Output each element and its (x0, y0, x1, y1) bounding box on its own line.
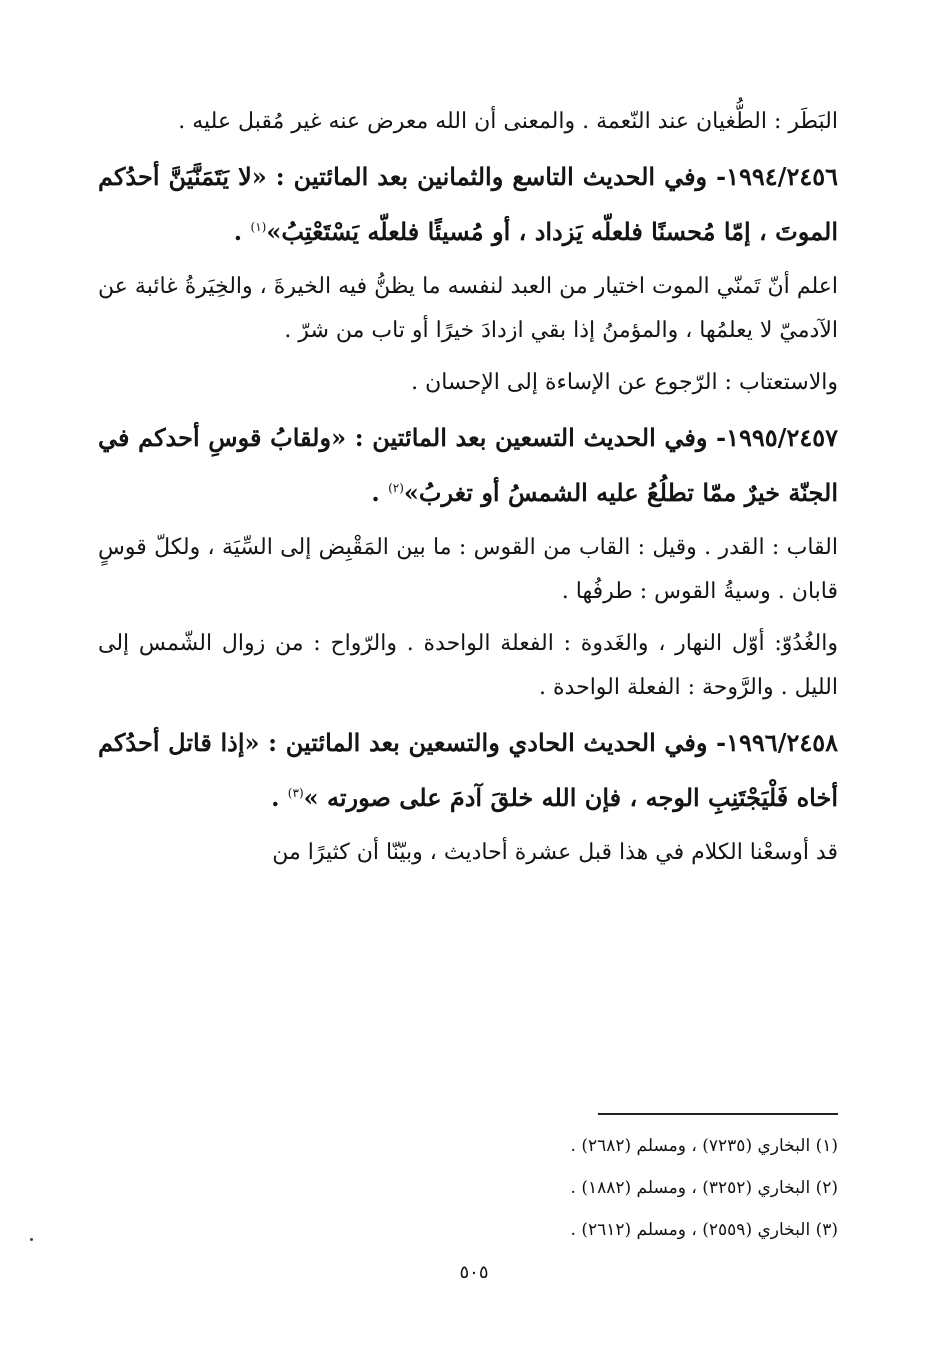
scan-speck (30, 1238, 33, 1241)
paragraph-qab (98, 526, 838, 614)
paragraph-commentary-death (98, 265, 838, 353)
paragraph-text: والغُدُوّ: أوّل النهار ، والغَدوة : الفعلة الواحدة . والرّواح : من زوال الشّمس إلى الليل . والرَّوحة : الفعلة الواحدة . (98, 631, 838, 700)
hadith-text: ١٩٩٦/٢٤٥٨- وفي الحديث الحادي والتسعين بعد المائتين : «إذا قاتل أحدُكم أخاه فَلْيَجْتَنِبِ الوجه ، فإن الله خلقَ آدمَ على صورته » (98, 728, 838, 812)
footnote-ref: (٢) (388, 481, 404, 495)
paragraph-text: والاستعتاب : الرّجوع عن الإساءة إلى الإحسان . (411, 370, 838, 395)
page-number: ٥٠٥ (459, 1262, 489, 1283)
footnote-ref: (٣) (287, 786, 304, 800)
paragraph-text: قد أوسعْنا الكلام في هذا قبل عشرة أحاديث ، وبيّنّا أن كثيرًا من (272, 840, 838, 865)
hadith-tail: . (233, 217, 251, 246)
footnote-1: (١) البخاري (٧٢٣٥) ، ومسلم (٢٦٨٢) . (570, 1136, 838, 1156)
paragraph-text: اعلم أنّ تَمنّي الموت اختيار من العبد لنفسه ما يظنُّ فيه الخيرةَ ، والخِيَرةُ غائبة عن الآدميّ لا يعلمُها ، والمؤمنُ إذا بقي ازدادَ خيرًا أو تاب من شرّ . (98, 274, 838, 343)
paragraph-text: البَطَر : الطُّغيان عند النّعمة . والمعنى أن الله معرض عنه غير مُقبل عليه . (178, 109, 838, 134)
footnote-ref: (١) (250, 220, 267, 234)
footnote-3: (٣) البخاري (٢٥٥٩) ، ومسلم (٢٦١٢) . (570, 1220, 838, 1240)
hadith-1994 (98, 152, 838, 257)
footnotes (98, 1125, 838, 1251)
paragraph-batar (98, 100, 838, 144)
main-text (98, 100, 838, 883)
hadith-text: ١٩٩٥/٢٤٥٧- وفي الحديث التسعين بعد المائتين : «ولقابُ قوسِ أحدكم في الجنّة خيرٌ ممّا تطلُعُ عليه الشمسُ أو تغربُ» (98, 423, 838, 507)
hadith-tail: . (271, 783, 288, 812)
footnote-2: (٢) البخاري (٣٢٥٢) ، ومسلم (١٨٨٢) . (570, 1178, 838, 1198)
paragraph-ghuduw (98, 622, 838, 710)
paragraph-continuation (98, 831, 838, 875)
paragraph-istitab (98, 361, 838, 405)
hadith-1995 (98, 413, 838, 518)
footnote-divider (598, 1113, 838, 1115)
paragraph-text: القاب : القدر . وقيل : القاب من القوس : ما بين المَقْبِض إلى السِّيَة ، ولكلّ قوسٍ قابان . وسيةُ القوس : طرفُها . (98, 535, 838, 604)
hadith-text: ١٩٩٤/٢٤٥٦- وفي الحديث التاسع والثمانين بعد المائتين : «لا يَتَمَنَّيَنَّ أحدُكم الموتَ ، إمّا مُحسنًا فلعلّه يَزداد ، أو مُسيئًا فلعلّه يَسْتَعْتِبُ» (98, 162, 838, 246)
hadith-1996 (98, 718, 838, 823)
hadith-tail: . (371, 478, 389, 507)
